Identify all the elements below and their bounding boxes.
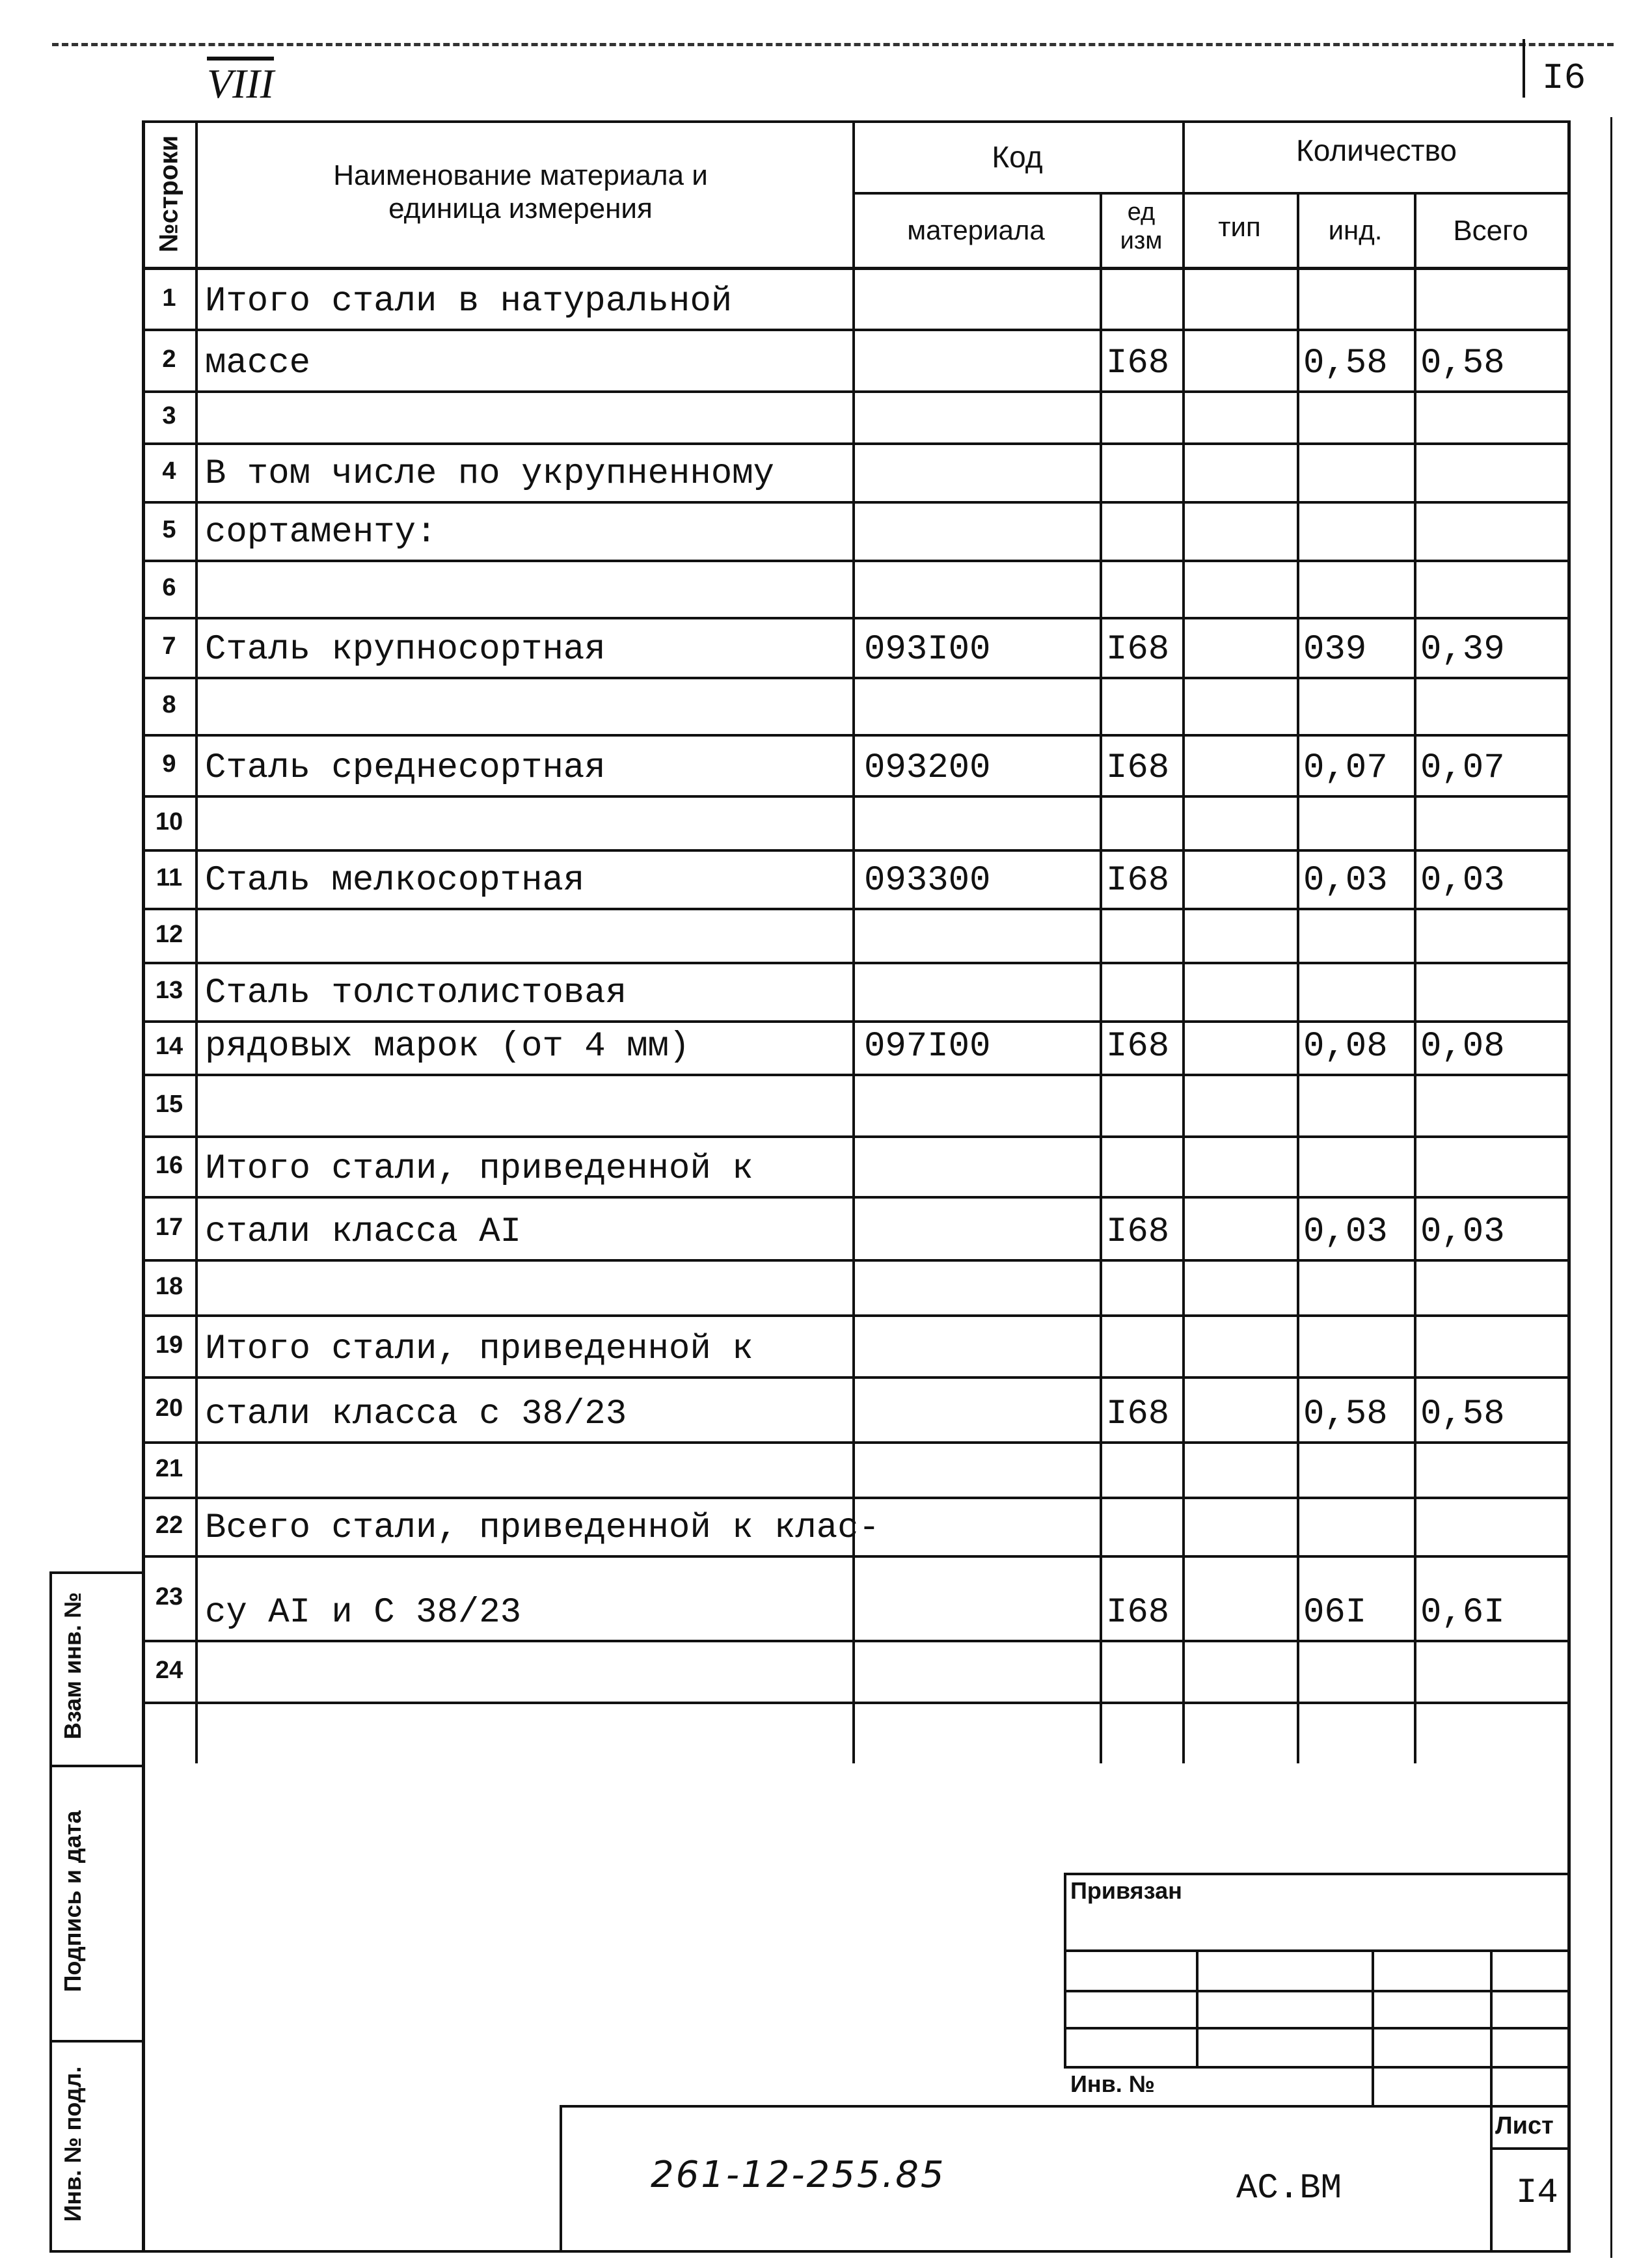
row-number: 19 (155, 1331, 183, 1359)
top-right-tick (1523, 39, 1525, 98)
cell-unit: I68 (1106, 1212, 1170, 1252)
cell-name: Всего стали, приведенной к клас- (205, 1508, 880, 1548)
cell-unit: I68 (1106, 344, 1170, 383)
side-stamp-divider-2 (49, 2040, 144, 2043)
row-line (142, 1441, 1571, 1444)
row-number: 11 (156, 864, 183, 891)
row-number: 8 (162, 691, 176, 718)
row-number: 22 (155, 1512, 183, 1539)
side-stamp-top-line (49, 1571, 144, 1574)
row-line (142, 501, 1571, 504)
cell-unit: I68 (1106, 861, 1170, 901)
header-qty-type: тип (1218, 211, 1261, 242)
row-number: 1 (162, 284, 176, 312)
row-line (142, 795, 1571, 798)
row-line (142, 1497, 1571, 1499)
stamp-inv-orig: Инв. № подл. (59, 2066, 86, 2222)
row-number: 4 (162, 457, 176, 485)
cell-ind: 06I (1303, 1593, 1367, 1633)
title-doc-code: АС.ВМ (1236, 2169, 1342, 2208)
row-line (142, 1074, 1571, 1076)
row-line (142, 962, 1571, 964)
header-qty-ind: инд. (1328, 215, 1383, 245)
row-number: 24 (155, 1656, 183, 1684)
cell-total: 0,58 (1420, 1394, 1505, 1434)
row-number: 17 (155, 1213, 183, 1241)
row-number: 14 (155, 1033, 183, 1060)
cell-code: 093I00 (864, 630, 991, 670)
header-qty-total: Всего (1453, 215, 1528, 247)
row-number: 21 (155, 1454, 183, 1482)
row-number: 23 (155, 1583, 183, 1610)
cell-total: 0,6I (1420, 1593, 1505, 1633)
row-line (142, 329, 1571, 331)
row-line (142, 442, 1571, 445)
side-stamp-left-line (49, 1571, 52, 2251)
section-mark: VIII (207, 61, 275, 107)
row-line (142, 734, 1571, 737)
header-row-number: №строки (154, 135, 183, 252)
title-sheet-label: Лист (1495, 2112, 1554, 2139)
row-line (142, 390, 1571, 393)
row-number: 2 (162, 345, 176, 373)
stamp-replace-inv: Взам инв. № (59, 1592, 86, 1740)
row-line (142, 560, 1571, 562)
title-attached-label: Привязан (1070, 1877, 1182, 1904)
cell-ind: 0,58 (1303, 344, 1388, 383)
cell-name: Сталь крупносортная (205, 630, 606, 670)
row-number: 7 (162, 632, 176, 660)
side-stamp-bottom-line (49, 2250, 1571, 2253)
cell-name: рядовых марок (от 4 мм) (205, 1027, 690, 1066)
row-line (142, 1196, 1571, 1199)
row-number: 10 (155, 808, 183, 835)
stamp-sign-date: Подпись и дата (59, 1810, 86, 1992)
title-inv-label: Инв. № (1070, 2070, 1155, 2097)
cell-name: су AI и С 38/23 (205, 1593, 522, 1633)
cell-name: Итого стали, приведенной к (205, 1149, 753, 1189)
header-code-unit: ед изм (1120, 198, 1163, 254)
header-code-material: материала (907, 215, 1045, 245)
cell-total: 0,58 (1420, 344, 1505, 383)
cell-name: Сталь мелкосортная (205, 861, 585, 901)
cell-total: 0,03 (1420, 861, 1505, 901)
corner-sheet-number: I6 (1542, 57, 1586, 99)
row-number: 13 (155, 977, 183, 1004)
header-material-name: Наименование материала и единица измерения (333, 159, 708, 224)
cell-code: 097I00 (864, 1027, 991, 1066)
row-number: 18 (155, 1272, 183, 1300)
title-doc-number: 261-12-255.85 (651, 2154, 946, 2196)
cell-unit: I68 (1106, 1394, 1170, 1434)
row-line (142, 908, 1571, 910)
cell-code: 093300 (864, 861, 991, 901)
row-number: 20 (155, 1394, 183, 1422)
cell-ind: 0,03 (1303, 861, 1388, 901)
row-line (142, 1020, 1571, 1023)
cell-name: стали класса AI (205, 1212, 522, 1252)
row-line (142, 1135, 1571, 1138)
cell-total: 0,07 (1420, 748, 1505, 788)
cell-unit: I68 (1106, 748, 1170, 788)
right-frame-line (1610, 117, 1612, 2258)
cell-total: 0,08 (1420, 1027, 1505, 1066)
cell-name: сортаменту: (205, 513, 437, 552)
cell-code: 093200 (864, 748, 991, 788)
cell-unit: I68 (1106, 1593, 1170, 1633)
cell-unit: I68 (1106, 630, 1170, 670)
row-number: 5 (162, 516, 176, 543)
row-number: 9 (162, 750, 176, 778)
title-sheet-number: I4 (1516, 2173, 1558, 2213)
row-line (142, 677, 1571, 679)
row-line (142, 617, 1571, 619)
cell-unit: I68 (1106, 1027, 1170, 1066)
header-qty-group: Количество (1295, 133, 1457, 167)
row-number: 6 (162, 574, 176, 601)
row-line (142, 1259, 1571, 1262)
row-number: 16 (155, 1151, 183, 1179)
cell-total: 0,39 (1420, 630, 1505, 670)
cell-ind: 0,08 (1303, 1027, 1388, 1066)
cell-ind: 039 (1303, 630, 1367, 670)
row-line (142, 1376, 1571, 1379)
row-number: 12 (155, 920, 183, 948)
cell-name: В том числе по укрупненному (205, 454, 774, 494)
row-line (142, 1555, 1571, 1558)
top-dashed-line (52, 43, 1614, 46)
row-number: 15 (155, 1090, 183, 1118)
cell-ind: 0,03 (1303, 1212, 1388, 1252)
cell-name: Итого стали, приведенной к (205, 1329, 753, 1369)
cell-ind: 0,07 (1303, 748, 1388, 788)
cell-name: Итого стали в натуральной (205, 282, 733, 321)
side-stamp-divider-1 (49, 1765, 144, 1767)
row-line (142, 849, 1571, 852)
cell-name: массе (205, 344, 311, 383)
row-line (142, 1702, 1571, 1704)
row-number: 3 (162, 402, 176, 429)
cell-name: стали класса с 38/23 (205, 1394, 627, 1434)
header-code-group: Код (992, 140, 1043, 174)
cell-ind: 0,58 (1303, 1394, 1388, 1434)
row-line (142, 1640, 1571, 1642)
cell-name: Сталь среднесортная (205, 748, 606, 788)
cell-total: 0,03 (1420, 1212, 1505, 1252)
cell-name: Сталь толстолистовая (205, 973, 627, 1013)
row-line (142, 1314, 1571, 1317)
